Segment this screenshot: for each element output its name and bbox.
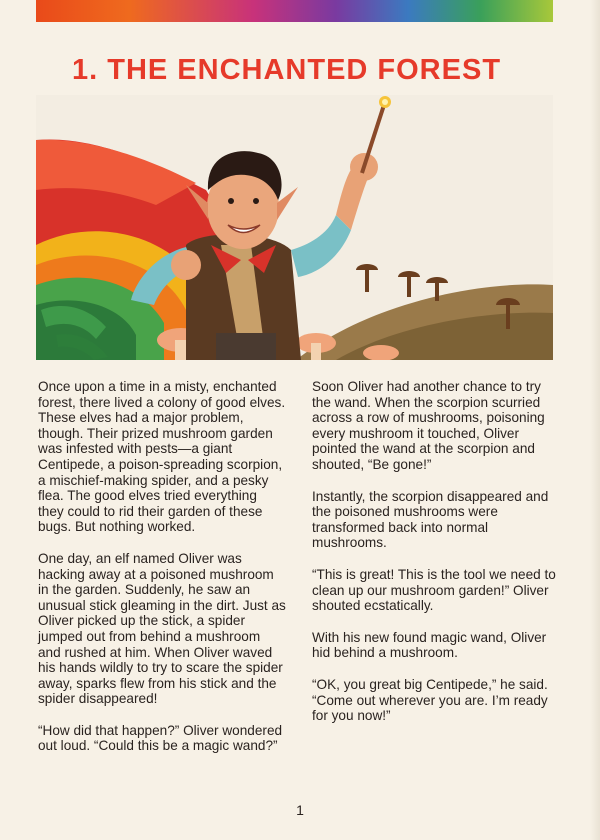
- story-paragraph: “OK, you great big Centipede,” he said. “Come out wherever you are. I’m ready for you now!”: [312, 676, 548, 724]
- story-paragraph: With his new found magic wand, Oliver hid behind a mushroom.: [312, 629, 547, 661]
- story-paragraph: Soon Oliver had another chance to try the wand. When the scorpion scurried across a row of mushrooms, poisoning every mushroom it touched, Oliver pointed the wand at the scorpion and shouted, “Be gone!”: [312, 379, 545, 472]
- story-paragraph: Once upon a time in a misty, enchanted forest, there lived a colony of good elves. These elves had a major problem, though. Their prized mushroom garden was infested with pests—a giant Centipede, a poison-spreading scorpion, a mischief-making spider, and a pesky flea. The good elves tried everything they could to rid their garden of these bugs. But nothing worked.: [38, 379, 286, 535]
- story-paragraph: Instantly, the scorpion disappeared and the poisoned mushrooms were transformed back into normal mushrooms.: [312, 488, 549, 551]
- story-column-right: [312, 379, 560, 740]
- elf-illustration: [36, 95, 553, 360]
- page-edge: [590, 0, 600, 840]
- chapter-title: 1. THE ENCHANTED FOREST: [72, 54, 502, 86]
- story-paragraph: One day, an elf named Oliver was hacking away at a poisoned mushroom in the garden. Suddenly, he saw an unusual stick gleaming in the dirt. Just as Oliver picked up the stick, a spider jumped out from behind a mushroom and rushed at him. When Oliver waved his hands wildly to try to scare the spider away, sparks flew from his stick and the spider disappeared!: [38, 550, 286, 707]
- story-paragraph: “How did that happen?” Oliver wondered out loud. “Could this be a magic wand?”: [38, 722, 283, 754]
- page-number: 1: [296, 802, 304, 818]
- rainbow-header-bar: [36, 0, 553, 22]
- story-column-left: [38, 379, 286, 770]
- story-paragraph: “This is great! This is the tool we need to clean up our mushroom garden!” Oliver shouted ecstatically.: [312, 566, 556, 614]
